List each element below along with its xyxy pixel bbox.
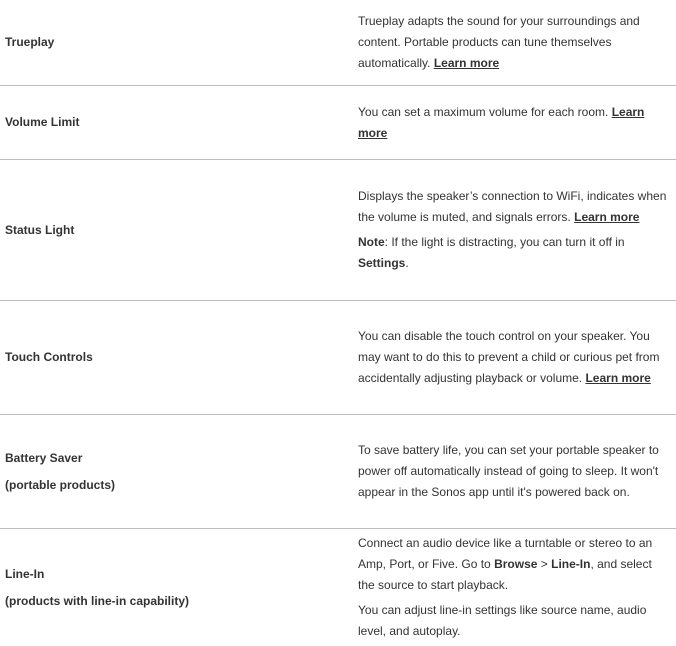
row-title-cell bbox=[0, 29, 358, 56]
note-label: Note bbox=[358, 235, 385, 249]
table-row-trueplay bbox=[0, 0, 676, 86]
note-text: : If the light is distracting, you can turn it off in bbox=[384, 235, 625, 249]
row-subtitle: (portable products) bbox=[5, 477, 115, 492]
note-end: . bbox=[405, 256, 409, 270]
learn-more-link[interactable]: Learn more bbox=[433, 56, 500, 70]
settings-term: Settings bbox=[358, 256, 406, 270]
row-description-cell bbox=[358, 533, 671, 642]
row-description-end: , and select the source to start playback. bbox=[358, 557, 652, 592]
line-in-term: Line-In bbox=[551, 557, 591, 571]
row-description-secondary: You can adjust line-in settings like source name, audio level, and autoplay. bbox=[358, 603, 647, 638]
table-row-battery-saver bbox=[0, 415, 676, 529]
learn-more-link[interactable]: Learn more bbox=[585, 371, 651, 385]
row-title: Volume Limit bbox=[5, 115, 80, 129]
table-row-volume-limit bbox=[0, 86, 676, 160]
row-description-cell bbox=[358, 326, 671, 389]
table-row-line-in bbox=[0, 529, 676, 646]
row-description: Trueplay adapts the sound for your surroundings and content. Portable products can tune themselves automatically. bbox=[358, 14, 640, 70]
table-row-touch-controls bbox=[0, 301, 676, 415]
row-title: Status Light bbox=[5, 222, 75, 237]
learn-more-link[interactable]: Learn more bbox=[574, 210, 640, 224]
table-row-status-light bbox=[0, 160, 676, 301]
row-description-cell bbox=[358, 11, 671, 74]
row-description: You can set a maximum volume for each room. bbox=[358, 104, 609, 119]
row-description-cell bbox=[358, 186, 671, 274]
learn-more-link[interactable]: Learn more bbox=[358, 104, 645, 140]
row-title-cell bbox=[0, 217, 358, 244]
row-note bbox=[358, 232, 671, 274]
row-title-cell bbox=[0, 109, 358, 136]
row-description-cell bbox=[358, 440, 671, 503]
row-description: To save battery life, you can set your portable speaker to power off automatically instead of going to sleep. It won't appear in the Sonos app until it's powered back on. bbox=[358, 443, 659, 499]
browse-term: Browse bbox=[494, 557, 538, 571]
row-description-cell bbox=[358, 102, 671, 144]
row-description: Displays the speaker’s connection to WiFi, indicates when the volume is muted, and signals errors. bbox=[358, 189, 667, 224]
row-subtitle: (products with line-in capability) bbox=[5, 593, 190, 608]
row-title-cell bbox=[0, 344, 358, 371]
row-description: Connect an audio device like a turntable or stereo to an Amp, Port, or Five. Go to bbox=[358, 536, 653, 571]
row-title: Battery Saver bbox=[5, 450, 83, 465]
row-title: Touch Controls bbox=[5, 350, 93, 364]
row-title: Trueplay bbox=[5, 35, 55, 49]
path-separator: > bbox=[537, 557, 552, 571]
row-description: You can disable the touch control on your speaker. You may want to do this to prevent a child or curious pet from accidentally adjusting playback or volume. bbox=[358, 329, 660, 385]
row-title-cell bbox=[0, 561, 358, 615]
row-title: Line-In bbox=[5, 566, 45, 581]
row-title-cell bbox=[0, 445, 358, 499]
